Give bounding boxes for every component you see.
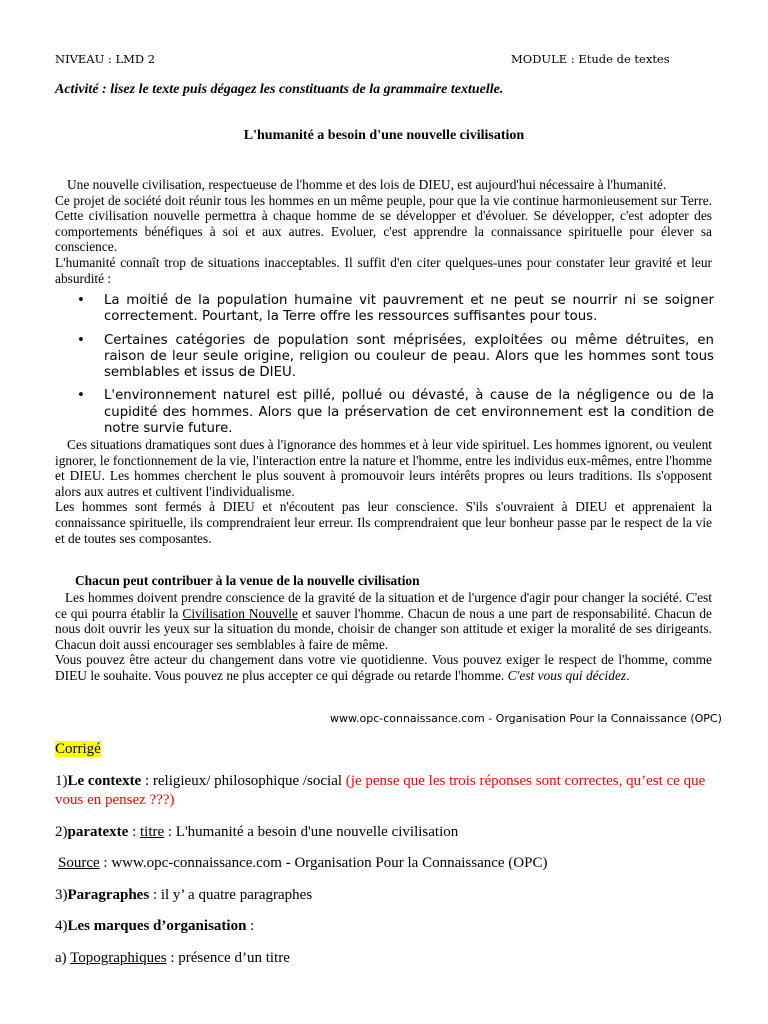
text-title: L'humanité a besoin d'une nouvelle civilisation: [243, 128, 525, 143]
bullet-icon: •: [77, 388, 85, 404]
paragraph-2-b: Les hommes sont fermés à DIEU et n'écoutent pas leur conscience. S'ils s'ouvraient à DIEU et apprenaient la connaissance spirituelle, ils comprendraient leur erreur. Ils comprendraient que leur bonheur passe par le respect de la vie et de toutes ses composantes.: [55, 499, 712, 546]
module-label: MODULE : Etude de textes: [511, 52, 670, 66]
answer-4a: a) Topographiques : présence d’un titre: [55, 950, 290, 966]
answer-3: 3)Paragraphes : il y’ a quatre paragraphes: [55, 887, 313, 903]
paragraph-1-body: Ce projet de société doit réunir tous les hommes en un même peuple, pour que la vie continue harmonieusement sur Terre. Cette civilisation nouvelle permettra à chaque homme de se développer et d'évoluer. Se développer, c'est adopter des comportements bénéfiques à soi et aux autres. Evoluer, c'est apprendre la connaissance spirituelle pour élever sa conscience.: [55, 192, 712, 255]
paragraph-3-b: Vous pouvez être acteur du changement dans votre vie quotidienne. Vous pouvez exiger le respect de l'homme, comme DIEU le souhaite. Vous pouvez ne plus accepter ce qui dégrade ou retarde l'homme. C'est vous qui décidez.: [55, 652, 712, 683]
paragraph-2: [55, 437, 712, 546]
answer-4: 4)Les marques d’organisation :: [55, 918, 255, 934]
paragraph-1-line-2: L'humanité connaît trop de situations inacceptables. Il suffit d'en citer quelques-unes pour constater leur gravité et leur absurdité :: [55, 254, 712, 286]
paragraph-3-a: Les hommes doivent prendre conscience de la gravité de la situation et de l'urgence d'agir pour changer la société. C'est ce qui pourra établir la Civilisation Nouvelle et sauver l'homme. Chacun de nous a une part de responsabilité. Chacun de nous doit ouvrir les yeux sur la situation du monde, choisir de changer son attitude et exiger la moralité de ses dirigeants. Chacun doit aussi encourager ses semblables à faire de même.: [55, 590, 712, 652]
civilisation-nouvelle-link[interactable]: Civilisation Nouvelle: [182, 605, 298, 621]
answer-1: 1)Le contexte : religieux/ philosophique /social (je pense que les trois réponses sont correctes, qu’est ce que vous en pensez ???): [55, 773, 706, 808]
level-label: NIVEAU : LMD 2: [55, 52, 156, 66]
paragraph-1: [55, 177, 712, 286]
answer-1-note: (je pense que les trois réponses sont correctes, qu’est ce que vous en pensez ???): [55, 773, 706, 808]
bullet-icon: •: [77, 293, 85, 308]
answer-source: Source : www.opc-connaissance.com - Organisation Pour la Connaissance (OPC): [58, 855, 548, 871]
section-subtitle: Chacun peut contribuer à la venue de la nouvelle civilisation: [75, 573, 420, 588]
list-item: • Certaines catégories de population sont méprisées, exploitées ou même détruites, en raison de leur seule origine, religion ou couleur de peau. Alors que les hommes sont tous semblables et issus de DIEU.: [77, 332, 714, 381]
list-item: • L'environnement naturel est pillé, pollué ou dévasté, à cause de la négligence ou de la cupidité des hommes. Alors que la préservation de cet environnement est la condition de notre survie future.: [77, 388, 714, 437]
paragraph-2-a: Ces situations dramatiques sont dues à l'ignorance des hommes et à leur vide spirituel. Les hommes ignorent, ou veulent ignorer, le fonctionnement de la vie, l'interaction entre la nature et l'homme, entre les individus eux-mêmes, entre l'homme et DIEU. Les hommes cherchent le plus souvent à promouvoir leurs intérêts propres ou leurs traditions. Ils s'opposent alors aux autres et cultivent l'individualisme.: [55, 437, 712, 499]
closing-phrase: C'est vous qui décidez: [507, 667, 627, 683]
situations-list: [74, 293, 714, 444]
bullet-icon: •: [77, 332, 85, 348]
paragraph-3: [55, 590, 712, 684]
list-item: • La moitié de la population humaine vit pauvrement et ne peut se nourrir ni se soigner correctement. Pourtant, la Terre offre les ressources suffisantes pour tous.: [77, 293, 714, 325]
paragraph-1-line-1: Une nouvelle civilisation, respectueuse de l'homme et des lois de DIEU, est aujourd'hui nécessaire à l'humanité.: [67, 177, 667, 192]
activity-instruction: Activité : lisez le texte puis dégagez les constituants de la grammaire textuelle.: [55, 82, 504, 97]
source-credit: www.opc-connaissance.com - Organisation Pour la Connaissance (OPC): [330, 712, 722, 725]
corrige-heading: Corrigé: [55, 741, 101, 757]
answer-2: 2)paratexte : titre : L'humanité a besoin d'une nouvelle civilisation: [55, 824, 459, 840]
